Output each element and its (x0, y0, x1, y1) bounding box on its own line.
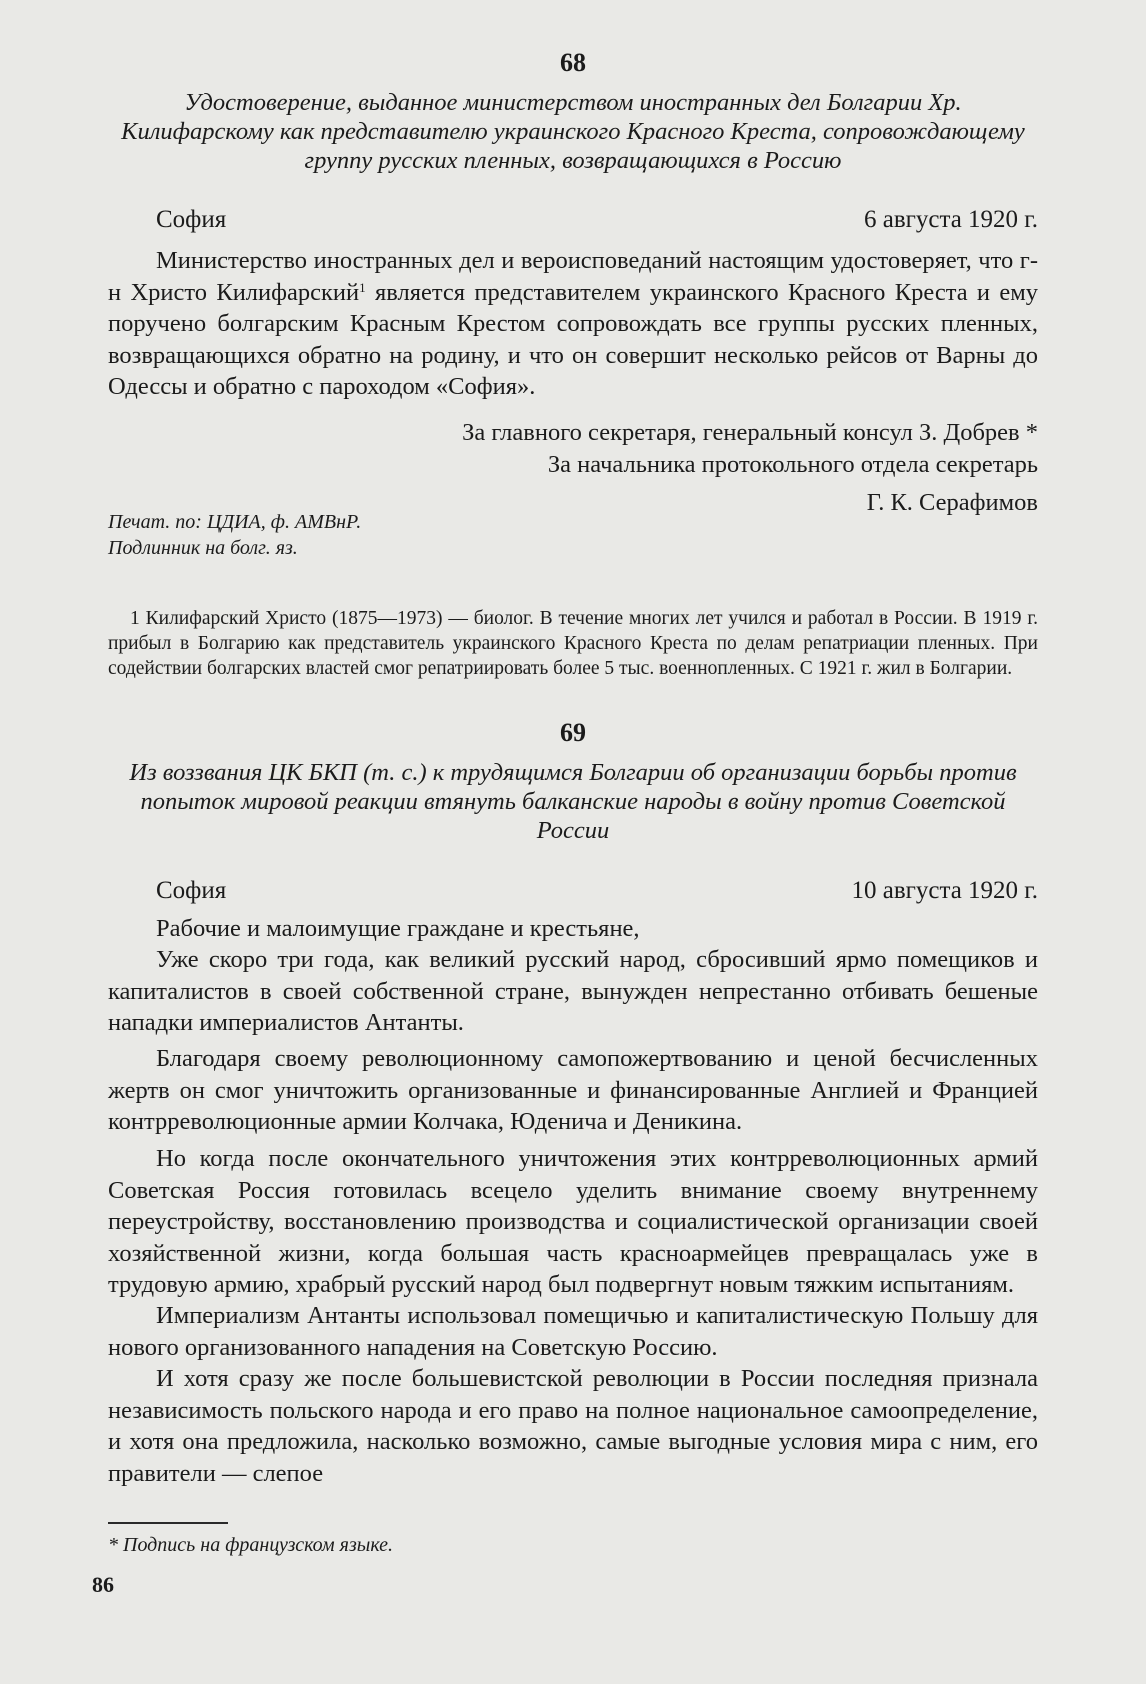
document-body-68: Министерство иностранных дел и вероисповеданий настоящим удостоверяет, что г-н Христо Килифарский$^1$ является представителем украинского Красного Креста и ему поручено болгарским Красным Крестом сопровождать все группы русских пленных, возвращающихся обратно на родину, и что он совершит несколько рейсов от Варны до Одессы и обратно с пароходом «София». (108, 247, 1038, 401)
page-number: 86 (92, 1572, 114, 1597)
document-title-68: Удостоверение, выданное министерством иностранных дел Болгарии Хр. Килифарскому как представителю украинского Красного Креста, сопровождающему группу русских пленных, возвращающихся в Россию (121, 89, 1025, 174)
greeting: Рабочие и малоимущие граждане и крестьяне, (156, 915, 640, 942)
footnote-marker: 1 (359, 279, 366, 295)
document-title-69: Из воззвания ЦК БКП (т. с.) к трудящимся Болгарии об организации борьбы против попыток мировой реакции втянуть балканские народы в войну против Советской России (129, 759, 1017, 844)
place-date-68 (108, 205, 1038, 235)
place: София (156, 206, 227, 233)
place-date-69 (108, 876, 1038, 906)
footnote-divider (108, 1522, 228, 1524)
paragraph-2: Благодаря своему революционному самопожертвованию и ценой бесчисленных жертв он смог уничтожить организованные и финансированные Англией и Францией контрреволюционные армии Колчака, Юденича и Деникина. (108, 1045, 1038, 1136)
paragraph-3: Но когда после окончательного уничтожения этих контрреволюционных армий Советская Россия готовилась всецело уделить внимание своему внутреннему переустройству, восстановлению производства и социалистической организации своей хозяйственной жизни, когда большая часть красноармейцев превращалась уже в трудовую армию, храбрый русский народ был подвергнут новым тяжким испытаниям. (108, 1145, 1038, 1299)
signature-line-2: За начальника протокольного отдела секретарь (547, 451, 1038, 478)
signature-name: Г. К. Серафимов (866, 489, 1038, 516)
document-number-69: 69 (560, 718, 586, 747)
paragraph-5: И хотя сразу же после большевистской революции в России последняя признала независимость польского народа и его право на полное национальное самоопределение, и хотя она предложила, насколько возможно, самые выгодные условия мира с ним, его правители — слепое (108, 1365, 1038, 1487)
source-note: Печат. по: ЦДИА, ф. АМВнР. (108, 511, 362, 533)
paragraph-1: Уже скоро три года, как великий русский народ, сбросивший ярмо помещиков и капиталистов в своей собственной стране, вынужден непрестанно отбивать бешеные нападки империалистов Антанты. (108, 946, 1038, 1037)
paragraph-4: Империализм Антанты использовал помещичью и капиталистическую Польшу для нового организованного нападения на Советскую Россию. (108, 1302, 1038, 1361)
footnote-1: 1 Килифарский Христо (1875—1973) — биолог. В течение многих лет учился и работал в России. В 1919 г. прибыл в Болгарию как представитель украинского Красного Креста по делам репатриации пленных. При содействии болгарских властей смог репатриировать более 5 тыс. военнопленных. С 1921 г. жил в Болгарии. (108, 608, 1038, 679)
original-language-note: Подлинник на болг. яз. (108, 537, 298, 559)
signature-line-1: За главного секретаря, генеральный консул З. Добрев * (462, 419, 1038, 446)
document-number-68: 68 (560, 48, 586, 77)
date: 10 августа 1920 г. (851, 877, 1038, 904)
date: 6 августа 1920 г. (863, 206, 1038, 233)
place: София (156, 877, 227, 904)
page-footnote: * Подпись на французском языке. (108, 1534, 394, 1556)
